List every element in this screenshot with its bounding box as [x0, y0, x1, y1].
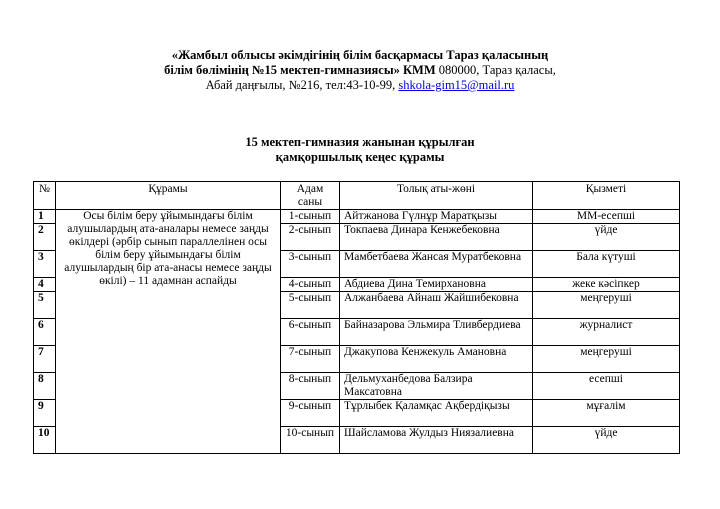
row-grade: 3-сынып [281, 251, 340, 278]
row-name: Дельмуханбедова Балзира Максатовна [340, 373, 533, 400]
row-num: 1 [34, 210, 56, 224]
row-grade: 6-сынып [281, 319, 340, 346]
row-grade: 2-сынып [281, 224, 340, 251]
header-role: Қызметі [533, 182, 680, 210]
row-name: Мамбетбаева Жансая Муратбековна [340, 251, 533, 278]
row-grade: 10-сынып [281, 427, 340, 454]
row-name: Шайсламова Жулдыз Ниязалиевна [340, 427, 533, 454]
row-role: мұғалім [533, 400, 680, 427]
row-grade: 1-сынып [281, 210, 340, 224]
table-row [34, 210, 680, 224]
table-header-row [34, 182, 680, 210]
row-name: Айтжанова Гүлнұр Маратқызы [340, 210, 533, 224]
row-role: жеке кәсіпкер [533, 278, 680, 292]
header-composition: Құрамы [56, 182, 281, 210]
header-count: Адам саны [281, 182, 340, 210]
row-num: 4 [34, 278, 56, 292]
row-num: 7 [34, 346, 56, 373]
row-role: есепші [533, 373, 680, 400]
header-num: № [34, 182, 56, 210]
title-line-2: қамқоршылық кеңес құрамы [275, 150, 445, 164]
council-table [33, 181, 680, 454]
row-num: 9 [34, 400, 56, 427]
header-line-2-bold: білім бөлімінің №15 мектеп-гимназиясы» КММ [164, 63, 436, 77]
header-address: Абай даңғылы, №216, тел:43-10-99, [205, 78, 399, 92]
row-num: 2 [34, 224, 56, 251]
row-grade: 7-сынып [281, 346, 340, 373]
header-line-2 [0, 63, 720, 78]
row-role: меңгеруші [533, 346, 680, 373]
row-grade: 5-сынып [281, 292, 340, 319]
row-role: Бала күтуші [533, 251, 680, 278]
row-name: Абдиева Дина Темирхановна [340, 278, 533, 292]
row-role: үйде [533, 427, 680, 454]
row-grade: 4-сынып [281, 278, 340, 292]
row-role: ММ-есепші [533, 210, 680, 224]
row-name: Алжанбаева Айнаш Жайшибековна [340, 292, 533, 319]
row-grade: 9-сынып [281, 400, 340, 427]
composition-cell: Осы білім беру ұйымындағы білім алушылардың ата-аналары немесе заңды өкілдері (әрбір сынып параллелінен осы білім беру ұйымындағы білім алушылардың бір ата-анасы немесе заңды өкілі) – 11 адамнан аспайды [56, 210, 281, 454]
title-line-1: 15 мектеп-гимназия жанынан құрылған [245, 135, 475, 149]
document-title [0, 135, 720, 165]
document-header [0, 48, 720, 93]
row-role: меңгеруші [533, 292, 680, 319]
row-name: Джакупова Кенжекуль Амановна [340, 346, 533, 373]
row-name: Байназарова Эльмира Тливбердиева [340, 319, 533, 346]
row-num: 6 [34, 319, 56, 346]
header-line-2-rest: 080000, Тараз қаласы, [435, 63, 556, 77]
row-grade: 8-сынып [281, 373, 340, 400]
row-num: 3 [34, 251, 56, 278]
row-num: 8 [34, 373, 56, 400]
row-num: 5 [34, 292, 56, 319]
email-link[interactable]: shkola-gim15@mail.ru [398, 78, 515, 92]
row-role: журналист [533, 319, 680, 346]
row-num: 10 [34, 427, 56, 454]
header-line-1: «Жамбыл облысы әкімдігінің білім басқармасы Тараз қаласының [171, 48, 549, 62]
row-role: үйде [533, 224, 680, 251]
row-name: Токпаева Динара Кенжебековна [340, 224, 533, 251]
row-name: Тұрлыбек Қаламқас Ақбердіқызы [340, 400, 533, 427]
header-line-3 [0, 78, 720, 93]
header-fullname: Толық аты-жөні [340, 182, 533, 210]
